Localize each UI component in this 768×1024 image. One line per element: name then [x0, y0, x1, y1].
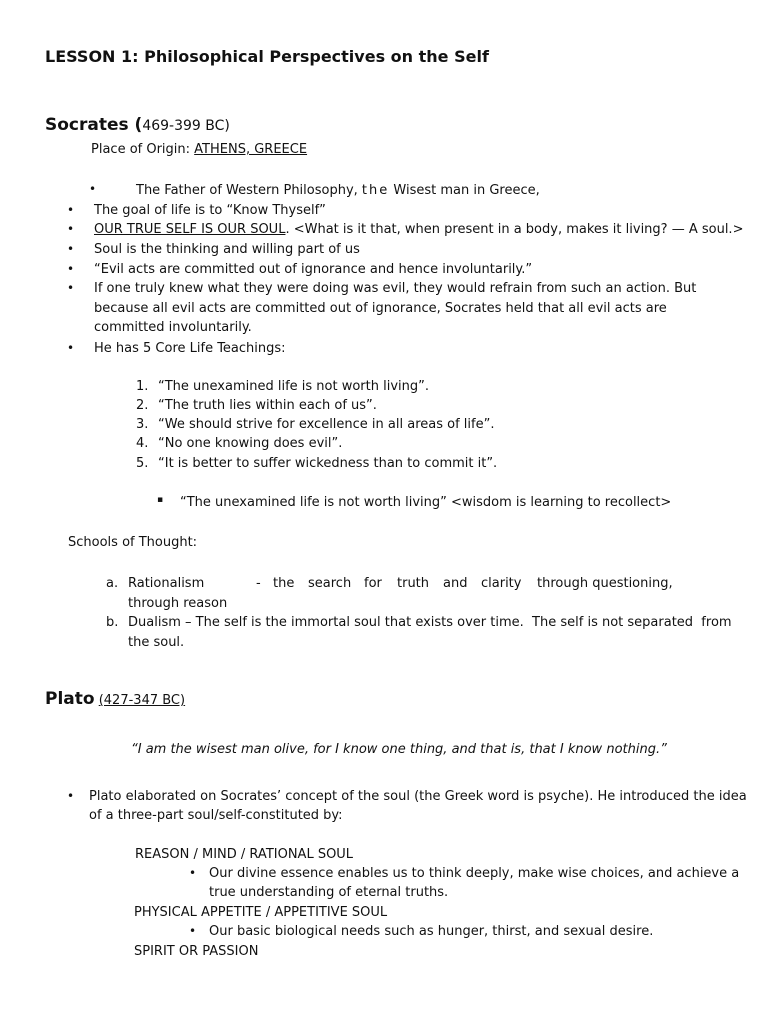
origin-value: ATHENS, GREECE: [194, 142, 308, 157]
socrates-heading: [45, 116, 230, 136]
plato-intro-line1: Plato elaborated on Socrates’ concept of the soul (the Greek word is psyche). He introduced the idea: [89, 789, 747, 804]
soul-part-desc-reason: Our divine essence enables us to think deeply, make wise choices, and achieve a: [209, 866, 740, 881]
teaching-number: 3.: [136, 417, 149, 432]
teaching-number: 4.: [136, 436, 149, 451]
soul-part-heading-reason: REASON / MIND / RATIONAL SOUL: [135, 847, 354, 862]
school-word: for: [364, 576, 382, 591]
teaching-number: 2.: [136, 398, 149, 413]
place-of-origin: [91, 140, 307, 159]
soul-part-desc-reason-cont: true understanding of eternal truths.: [209, 885, 449, 900]
school-word: clarity: [481, 576, 522, 591]
bullet-marker: •: [67, 341, 75, 355]
bullet-marker: •: [67, 789, 75, 803]
teaching-item: “The unexamined life is not worth living”.: [158, 379, 430, 394]
soul-part-heading-appetite: PHYSICAL APPETITE / APPETITIVE SOUL: [134, 905, 388, 920]
square-bullet-marker: ▪: [157, 495, 164, 505]
teaching-number: 5.: [136, 456, 149, 471]
plato-intro-line2: of a three-part soul/self-constituted by:: [89, 808, 343, 823]
school-word: truth: [397, 576, 430, 591]
schools-label: Schools of Thought:: [68, 535, 198, 550]
sub-bullet-unexamined: “The unexamined life is not worth living” <wisdom is learning to recollect>: [180, 495, 672, 510]
school-line2: through reason: [128, 596, 228, 611]
school-word: the: [273, 576, 295, 591]
socrates-bullet-thinking: Soul is the thinking and willing part of us: [94, 242, 360, 257]
bullet-marker: •: [89, 182, 97, 196]
school-line2: the soul.: [128, 635, 185, 650]
bullet-marker: •: [189, 866, 197, 880]
socrates-bullet-father: The Father of Western Philosophy, the Wisest man in Greece,: [136, 183, 540, 198]
lesson-title: LESSON 1: Philosophical Perspectives on the Self: [45, 47, 489, 66]
school-dualism: Dualism – The self is the immortal soul that exists over time. The self is not separated from: [128, 615, 732, 630]
school-word: through questioning,: [537, 576, 673, 591]
school-word: and: [443, 576, 468, 591]
bullet-marker: •: [67, 222, 75, 236]
teaching-item: “The truth lies within each of us”.: [158, 398, 377, 413]
plato-quote: “I am the wisest man olive, for I know one thing, and that is, that I know nothing.”: [131, 742, 667, 757]
plato-dates: (427-347 BC): [98, 693, 186, 708]
bullet-marker: •: [67, 262, 75, 276]
socrates-bullet-teachings: He has 5 Core Life Teachings:: [94, 341, 286, 356]
school-word: search: [308, 576, 352, 591]
socrates-bullet-soul: OUR TRUE SELF IS OUR SOUL. <What is it that, when present in a body, makes it living? — A soul.>: [94, 222, 744, 237]
teaching-item: “We should strive for excellence in all areas of life”.: [158, 417, 495, 432]
teaching-item: “It is better to suffer wickedness than to commit it”.: [158, 456, 498, 471]
plato-heading: [45, 690, 185, 710]
bullet-marker: •: [67, 281, 75, 295]
bullet-marker: •: [67, 242, 75, 256]
school-dash: -: [256, 576, 261, 591]
school-name-rationalism: Rationalism: [128, 576, 205, 591]
origin-label: Place of Origin:: [91, 142, 195, 157]
school-letter: b.: [106, 615, 119, 630]
teaching-number: 1.: [136, 379, 149, 394]
bullet-marker: •: [189, 924, 197, 938]
plato-name: Plato: [45, 689, 95, 709]
socrates-bullet-evil: “Evil acts are committed out of ignorance and hence involuntarily.”: [94, 262, 533, 277]
socrates-dates: 469-399 BC): [142, 118, 230, 134]
socrates-bullet-goal: The goal of life is to “Know Thyself”: [94, 203, 326, 218]
school-letter: a.: [106, 576, 119, 591]
soul-part-heading-spirit: SPIRIT OR PASSION: [134, 944, 259, 959]
teaching-item: “No one knowing does evil”.: [158, 436, 343, 451]
soul-part-desc-appetite: Our basic biological needs such as hunger, thirst, and sexual desire.: [209, 924, 654, 939]
socrates-name: Socrates (: [45, 115, 143, 135]
bullet-marker: •: [67, 203, 75, 217]
socrates-bullet-knowledge: If one truly knew what they were doing was evil, they would refrain from such an action. But because all evil acts are committed out of ignorance, Socrates held that all evil acts are committed involuntarily.: [94, 281, 697, 335]
